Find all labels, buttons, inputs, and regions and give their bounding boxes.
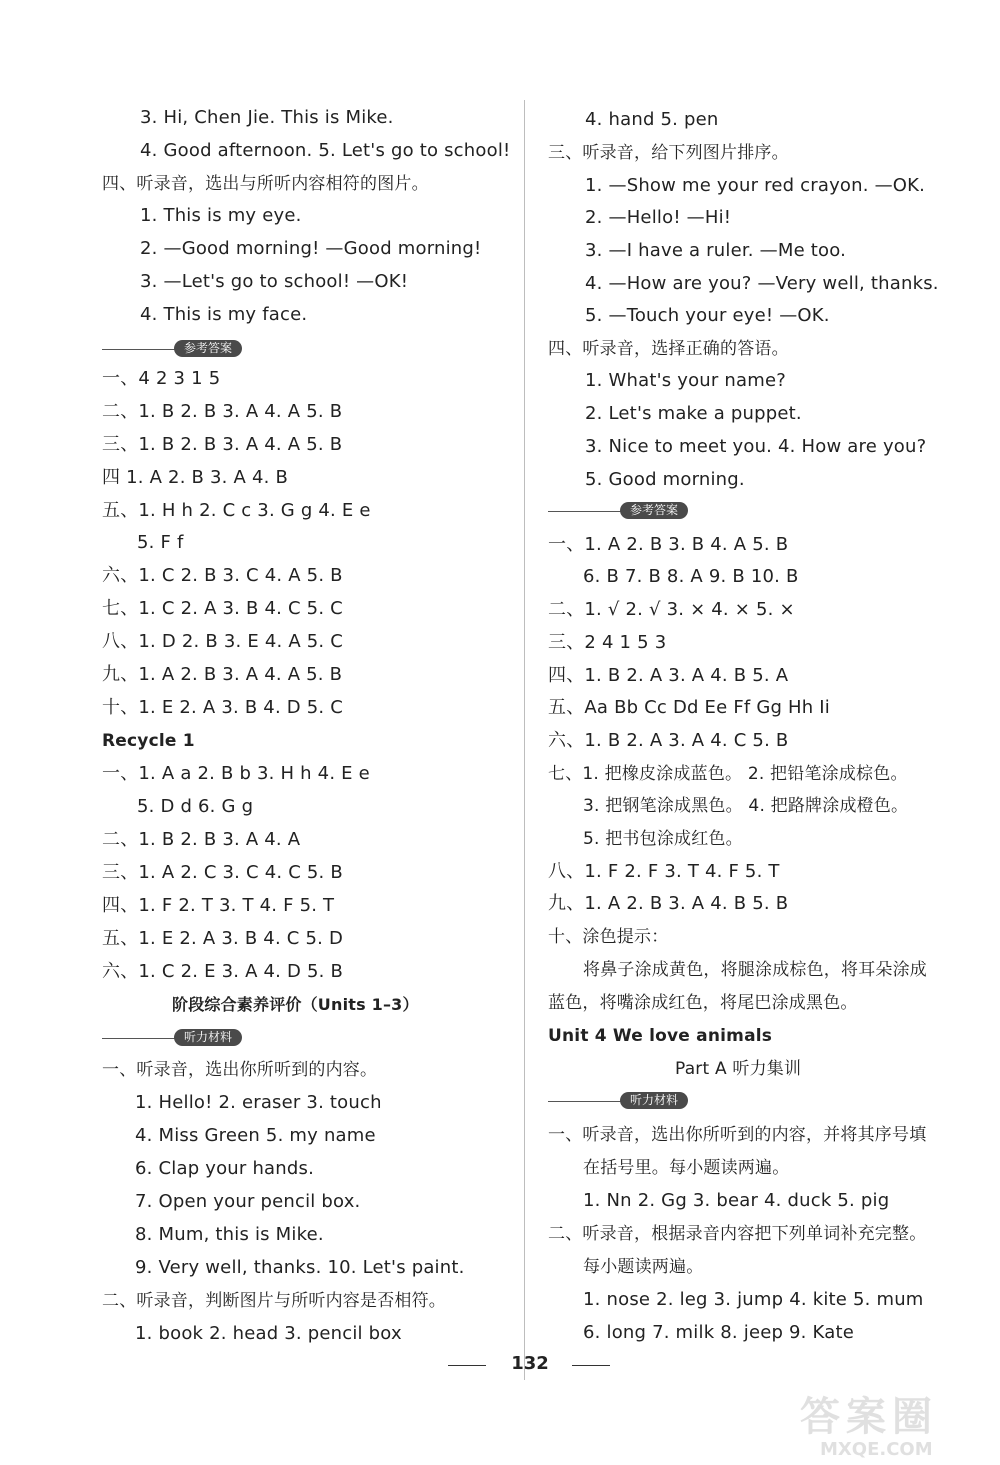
answer-line: 五、1. H h 2. C c 3. G g 4. E e: [102, 500, 371, 521]
answer-line: 5. F f: [137, 532, 184, 553]
answer-line: 四、1. F 2. T 3. T 4. F 5. T: [102, 895, 335, 916]
answer-key-separator: [548, 501, 718, 521]
answer-key-badge: 参考答案: [174, 340, 242, 357]
text-line: 7. Open your pencil box.: [135, 1191, 361, 1212]
text-line: 6. Clap your hands.: [135, 1158, 315, 1179]
answer-key-badge: 参考答案: [620, 502, 688, 519]
text-line: 5. Good morning.: [585, 469, 745, 490]
page-number: [470, 1352, 590, 1376]
separator-rule: [548, 1101, 626, 1102]
answer-line: 3. 把钢笔涂成黑色。 4. 把路牌涂成橙色。: [583, 796, 909, 816]
listening-material-separator: [102, 1028, 272, 1048]
listening-material-badge: 听力材料: [174, 1029, 242, 1046]
text-line: 1. Hello! 2. eraser 3. touch: [135, 1092, 382, 1113]
answer-line: 6. B 7. B 8. A 9. B 10. B: [583, 566, 799, 587]
page-number-rule-right: [572, 1365, 610, 1366]
answer-line: 三、1. B 2. B 3. A 4. A 5. B: [102, 434, 343, 455]
question-heading: 每小题读两遍。: [583, 1257, 704, 1277]
answer-line: 五、1. E 2. A 3. B 4. C 5. D: [102, 928, 344, 949]
answer-line: 二、1. B 2. B 3. A 4. A 5. B: [102, 401, 343, 422]
answer-line: 九、1. A 2. B 3. A 4. A 5. B: [102, 664, 343, 685]
answer-line: 四 1. A 2. B 3. A 4. B: [102, 467, 288, 488]
watermark-url: MXQE.COM: [820, 1439, 933, 1460]
question-heading: 二、听录音，判断图片与所听内容是否相符。: [102, 1291, 446, 1311]
answer-line: 十、涂色提示：: [548, 927, 669, 947]
answer-line: 一、4 2 3 1 5: [102, 368, 221, 389]
text-line: 2. —Good morning! —Good morning!: [140, 238, 482, 259]
answer-line: 十、1. E 2. A 3. B 4. D 5. C: [102, 697, 344, 718]
answer-line: 三、1. A 2. C 3. C 4. C 5. B: [102, 862, 343, 883]
page-number-rule-left: [448, 1365, 486, 1366]
text-line: 4. —How are you? —Very well, thanks.: [585, 273, 939, 294]
text-line: 1. nose 2. leg 3. jump 4. kite 5. mum: [583, 1289, 924, 1310]
listening-material-separator: [548, 1091, 718, 1111]
section-subtitle: Part A 听力集训: [675, 1059, 802, 1079]
answer-line: 七、1. C 2. A 3. B 4. C 5. C: [102, 598, 343, 619]
text-line: 1. book 2. head 3. pencil box: [135, 1323, 402, 1344]
question-heading: 在括号里。每小题读两遍。: [583, 1158, 790, 1178]
watermark-logo: 答案圈: [800, 1394, 938, 1440]
section-title: Unit 4 We love animals: [548, 1026, 773, 1046]
question-heading: 一、听录音，选出你所听到的内容。: [102, 1060, 378, 1080]
answer-line: 八、1. F 2. F 3. T 4. F 5. T: [548, 861, 780, 882]
answer-line: 三、2 4 1 5 3: [548, 632, 667, 653]
answer-line: 将鼻子涂成黄色，将腿涂成棕色，将耳朵涂成: [583, 960, 927, 980]
text-line: 8. Mum, this is Mike.: [135, 1224, 324, 1245]
text-line: 3. —Let's go to school! —OK!: [140, 271, 409, 292]
answer-line: 5. D d 6. G g: [137, 796, 254, 817]
answer-line: 一、1. A a 2. B b 3. H h 4. E e: [102, 763, 370, 784]
text-line: 4. Good afternoon. 5. Let's go to school!: [140, 140, 511, 161]
answer-line: 六、1. C 2. E 3. A 4. D 5. B: [102, 961, 344, 982]
answer-line: 二、1. B 2. B 3. A 4. A: [102, 829, 301, 850]
separator-rule: [102, 1038, 180, 1039]
text-line: 1. This is my eye.: [140, 205, 302, 226]
answer-line: 四、1. B 2. A 3. A 4. B 5. A: [548, 665, 789, 686]
answer-line: 二、1. √ 2. √ 3. × 4. × 5. ×: [548, 599, 795, 620]
question-heading: 二、听录音，根据录音内容把下列单词补充完整。: [548, 1224, 927, 1244]
text-line: 3. Hi, Chen Jie. This is Mike.: [140, 107, 394, 128]
answer-key-separator: [102, 339, 272, 359]
question-heading: 四、听录音，选出与所听内容相符的图片。: [102, 174, 429, 194]
question-heading: 三、听录音，给下列图片排序。: [548, 143, 789, 163]
text-line: 1. What's your name?: [585, 370, 787, 391]
question-heading: 一、听录音，选出你所听到的内容，并将其序号填: [548, 1125, 927, 1145]
question-heading: 四、听录音，选择正确的答语。: [548, 339, 789, 359]
section-title: 阶段综合素养评价（Units 1–3）: [172, 995, 419, 1014]
text-line: 2. —Hello! —Hi!: [585, 207, 732, 228]
page-number-text: 132: [511, 1353, 549, 1374]
text-line: 9. Very well, thanks. 10. Let's paint.: [135, 1257, 465, 1278]
answer-line: 六、1. B 2. A 3. A 4. C 5. B: [548, 730, 789, 751]
text-line: 4. This is my face.: [140, 304, 308, 325]
text-line: 3. Nice to meet you. 4. How are you?: [585, 436, 927, 457]
column-divider: [524, 100, 525, 1380]
answer-line: 五、Aa Bb Cc Dd Ee Ff Gg Hh Ii: [548, 697, 831, 718]
answer-line: 蓝色，将嘴涂成红色，将尾巴涂成黑色。: [548, 993, 858, 1013]
answer-line: 九、1. A 2. B 3. A 4. B 5. B: [548, 893, 789, 914]
separator-rule: [548, 511, 626, 512]
text-line: 5. —Touch your eye! —OK.: [585, 305, 830, 326]
separator-rule: [102, 349, 180, 350]
text-line: 4. Miss Green 5. my name: [135, 1125, 376, 1146]
text-line: 1. —Show me your red crayon. —OK.: [585, 175, 926, 196]
answer-line: 5. 把书包涂成红色。: [583, 829, 743, 849]
answer-line: 六、1. C 2. B 3. C 4. A 5. B: [102, 565, 343, 586]
text-line: 4. hand 5. pen: [585, 109, 719, 130]
listening-material-badge: 听力材料: [620, 1092, 688, 1109]
text-line: 6. long 7. milk 8. jeep 9. Kate: [583, 1322, 854, 1343]
text-line: 1. Nn 2. Gg 3. bear 4. duck 5. pig: [583, 1190, 890, 1211]
section-title: Recycle 1: [102, 731, 195, 751]
watermark: [800, 1395, 995, 1463]
answer-line: 一、1. A 2. B 3. B 4. A 5. B: [548, 534, 789, 555]
text-line: 3. —I have a ruler. —Me too.: [585, 240, 847, 261]
text-line: 2. Let's make a puppet.: [585, 403, 802, 424]
answer-line: 七、1. 把橡皮涂成蓝色。 2. 把铅笔涂成棕色。: [548, 764, 908, 784]
answer-line: 八、1. D 2. B 3. E 4. A 5. C: [102, 631, 344, 652]
